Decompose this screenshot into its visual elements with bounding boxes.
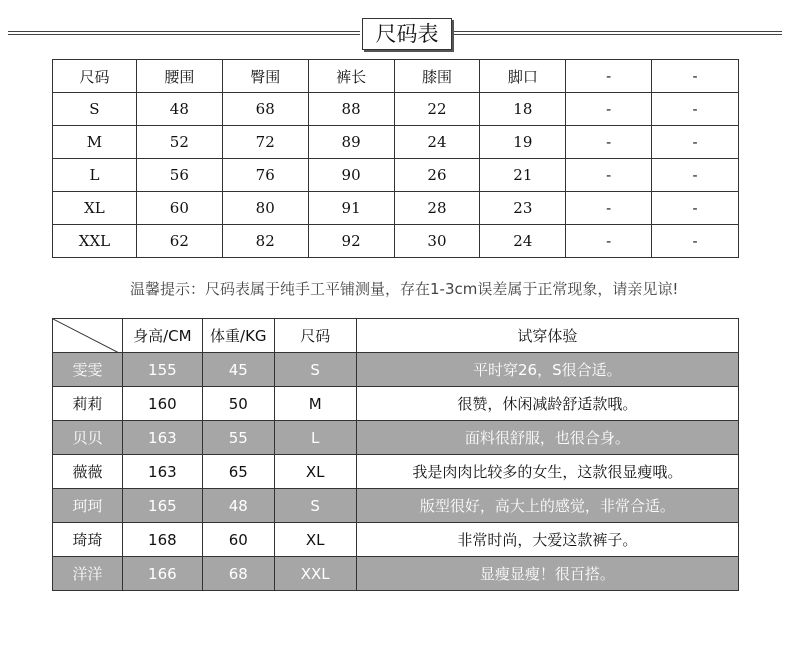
fit-cell: XL	[274, 523, 356, 557]
size-cell: -	[652, 192, 739, 225]
fit-cell: 我是肉肉比较多的女生，这款很显瘦哦。	[356, 455, 738, 489]
size-cell: 92	[308, 225, 394, 258]
size-cell: 28	[394, 192, 480, 225]
fit-cell: 45	[202, 353, 274, 387]
size-table-row	[53, 93, 739, 126]
fit-cell: 163	[122, 421, 202, 455]
fit-cell: 很赞，休闲减龄舒适款哦。	[356, 387, 738, 421]
size-cell: 89	[308, 126, 394, 159]
fit-cell: L	[274, 421, 356, 455]
size-header-cell: 臀围	[222, 60, 308, 93]
model-name: 雯雯	[53, 353, 123, 387]
size-cell: M	[53, 126, 137, 159]
size-cell: 18	[480, 93, 566, 126]
model-name: 琦琦	[53, 523, 123, 557]
size-header-cell: 尺码	[53, 60, 137, 93]
size-cell: -	[652, 159, 739, 192]
size-cell: L	[53, 159, 137, 192]
fit-cell: 版型很好，高大上的感觉，非常合适。	[356, 489, 738, 523]
diagonal-line	[53, 319, 122, 353]
size-cell: -	[566, 93, 652, 126]
fit-table-row	[53, 353, 739, 387]
fit-header-cell: 试穿体验	[356, 319, 738, 353]
fit-cell: 166	[122, 557, 202, 591]
size-cell: -	[566, 159, 652, 192]
size-cell: -	[652, 126, 739, 159]
size-cell: S	[53, 93, 137, 126]
fit-cell: 65	[202, 455, 274, 489]
fit-table-row	[53, 421, 739, 455]
fit-cell: 68	[202, 557, 274, 591]
fit-cell: 显瘦显瘦！很百搭。	[356, 557, 738, 591]
fit-header-cell: 尺码	[274, 319, 356, 353]
model-name: 洋洋	[53, 557, 123, 591]
diagonal-corner-cell	[53, 319, 123, 353]
size-cell: 56	[136, 159, 222, 192]
fit-cell: 155	[122, 353, 202, 387]
size-table-header	[53, 60, 739, 93]
size-cell: 62	[136, 225, 222, 258]
fit-cell: M	[274, 387, 356, 421]
size-cell: 26	[394, 159, 480, 192]
size-header-cell: -	[566, 60, 652, 93]
size-cell: 24	[394, 126, 480, 159]
fit-cell: 非常时尚，大爱这款裤子。	[356, 523, 738, 557]
fit-cell: 168	[122, 523, 202, 557]
size-cell: 52	[136, 126, 222, 159]
size-cell: -	[566, 126, 652, 159]
model-name: 贝贝	[53, 421, 123, 455]
size-cell: 80	[222, 192, 308, 225]
size-cell: -	[652, 225, 739, 258]
fit-cell: 165	[122, 489, 202, 523]
size-cell: 90	[308, 159, 394, 192]
fit-table	[52, 318, 739, 591]
model-name: 珂珂	[53, 489, 123, 523]
size-cell: 24	[480, 225, 566, 258]
size-cell: 91	[308, 192, 394, 225]
size-header-cell: 脚口	[480, 60, 566, 93]
size-header-cell: 膝围	[394, 60, 480, 93]
size-cell: 72	[222, 126, 308, 159]
title-divider-right	[454, 31, 782, 35]
size-header-cell: -	[652, 60, 739, 93]
fit-cell: XXL	[274, 557, 356, 591]
size-cell: 82	[222, 225, 308, 258]
size-cell: 21	[480, 159, 566, 192]
fit-cell: 50	[202, 387, 274, 421]
fit-cell: 55	[202, 421, 274, 455]
fit-table-row	[53, 387, 739, 421]
size-table-row	[53, 126, 739, 159]
fit-cell: 平时穿26，S很合适。	[356, 353, 738, 387]
size-table-row	[53, 225, 739, 258]
fit-table-row	[53, 557, 739, 591]
size-cell: -	[566, 192, 652, 225]
size-cell: 30	[394, 225, 480, 258]
measurement-note: 温馨提示：尺码表属于纯手工平铺测量，存在1-3cm误差属于正常现象，请亲见谅!	[130, 280, 679, 298]
title-divider-left	[8, 31, 360, 35]
size-table	[52, 59, 739, 258]
fit-cell: 163	[122, 455, 202, 489]
size-cell: XXL	[53, 225, 137, 258]
size-cell: 68	[222, 93, 308, 126]
fit-table-header	[53, 319, 739, 353]
size-table-row	[53, 159, 739, 192]
fit-table-row	[53, 455, 739, 489]
size-cell: 23	[480, 192, 566, 225]
size-cell: -	[652, 93, 739, 126]
fit-cell: S	[274, 489, 356, 523]
size-cell: 19	[480, 126, 566, 159]
size-header-cell: 腰围	[136, 60, 222, 93]
size-cell: 22	[394, 93, 480, 126]
size-cell: XL	[53, 192, 137, 225]
fit-cell: 面料很舒服，也很合身。	[356, 421, 738, 455]
fit-cell: 160	[122, 387, 202, 421]
model-name: 莉莉	[53, 387, 123, 421]
title-bar	[0, 18, 790, 52]
fit-table-row	[53, 523, 739, 557]
fit-cell: XL	[274, 455, 356, 489]
size-table-row	[53, 192, 739, 225]
size-header-cell: 裤长	[308, 60, 394, 93]
fit-cell: S	[274, 353, 356, 387]
fit-table-row	[53, 489, 739, 523]
size-cell: -	[566, 225, 652, 258]
page-title: 尺码表	[362, 18, 452, 50]
size-cell: 48	[136, 93, 222, 126]
fit-cell: 48	[202, 489, 274, 523]
fit-header-cell: 身高/CM	[122, 319, 202, 353]
size-cell: 76	[222, 159, 308, 192]
size-cell: 88	[308, 93, 394, 126]
size-cell: 60	[136, 192, 222, 225]
model-name: 薇薇	[53, 455, 123, 489]
fit-cell: 60	[202, 523, 274, 557]
fit-header-cell: 体重/KG	[202, 319, 274, 353]
